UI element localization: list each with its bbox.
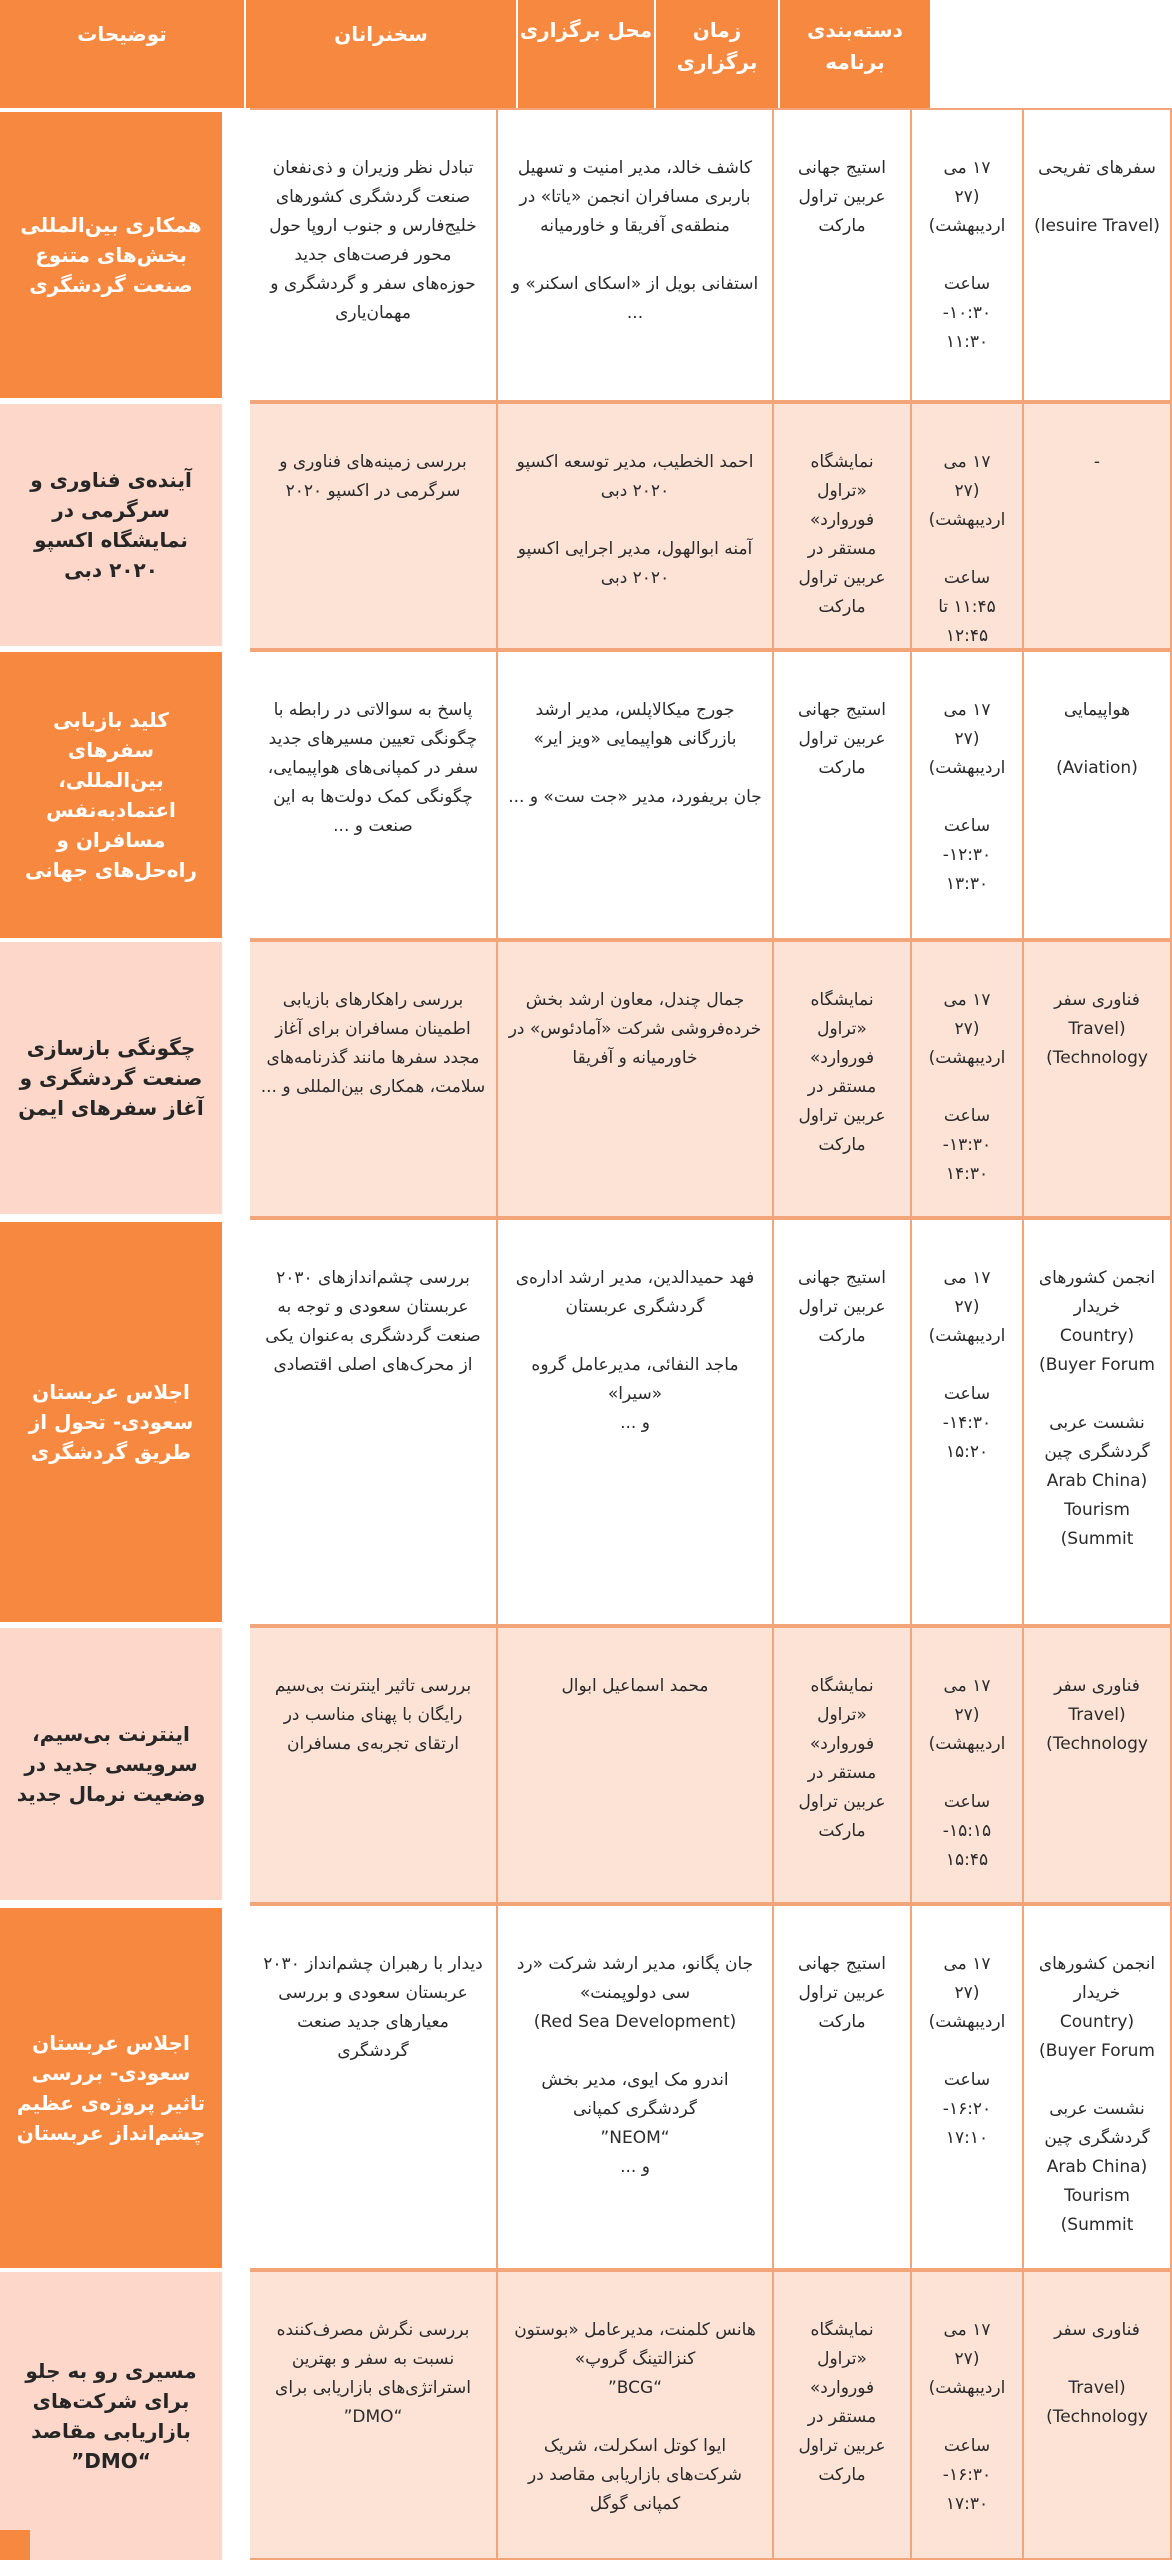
speakers-cell: محمد اسماعیل ابوال [496,1628,772,1902]
session-title: اجلاس عربستان سعودی- بررسی تاثیر پروژه‌ی عظیم چشم‌انداز عربستان [0,1908,222,2268]
category-cell: فناوری سفر (Travel Technology) [1022,2272,1172,2558]
speakers-cell: هانس کلمنت، مدیرعامل «بوستون کنزالتینگ گروپ» “BCG” ایوا کوتل اسکرلت، شریک شرکت‌های بازاریابی مقاصد در کمپانی گوگل [496,2272,772,2558]
session-row [250,1218,1172,1626]
time-cell: ۱۷ می (۲۷ اردیبهشت) ساعت ۱۶:۳۰- ۱۷:۳۰ [910,2272,1022,2558]
corner-accent [0,2530,30,2560]
time-cell: ۱۷ می (۲۷ اردیبهشت) ساعت ۱۲:۳۰- ۱۳:۳۰ [910,652,1022,938]
category-cell: هواپیمایی (Aviation) [1022,652,1172,938]
description-cell: بررسی تاثیر اینترنت بی‌سیم رایگان با پهنای مناسب در ارتقای تجربه‌ی مسافران [274,1676,472,1754]
session-row [250,940,1172,1218]
header-speakers: سخنرانان [244,0,516,108]
session-title: آینده‌ی فناوری و سرگرمی در نمایشگاه اکسپو ۲۰۲۰ دبی [0,404,222,646]
header-time: زمان برگزاری [654,0,778,108]
time-cell: ۱۷ می (۲۷ اردیبهشت) ساعت ۱۴:۳۰- ۱۵:۲۰ [910,1220,1022,1624]
session-row [250,650,1172,940]
session-title: اجلاس عربستان سعودی- تحول از طریق گردشگری [0,1222,222,1622]
venue-cell: نمایشگاه «تراول فوروارد» مستقر در عربین تراول مارکت [772,2272,910,2558]
speakers-cell: جمال چندل، معاون ارشد بخش خرده‌فروشی شرکت «آمادئوس» در خاورمیانه و آفریقا [496,942,772,1216]
category-cell: انجمن کشورهای خریدار (Country Buyer Forum) نشست عربی گردشگری چین (Arab China Tourism Summit) [1022,1906,1172,2268]
time-cell: ۱۷ می (۲۷ اردیبهشت) ساعت ۱۵:۱۵- ۱۵:۴۵ [910,1628,1022,1902]
venue-cell: استیج جهانی عربین تراول مارکت [772,1220,910,1624]
venue-cell: نمایشگاه «تراول فوروارد» مستقر در عربین تراول مارکت [772,942,910,1216]
speakers-cell: کاشف خالد، مدیر امنیت و تسهیل باربری مسافران انجمن «یاتا» در منطقه‌ی آفریقا و خاورمیانه استفانی بویل از «اسکای اسکنر» و ... [496,110,772,400]
time-cell: ۱۷ می (۲۷ اردیبهشت) ساعت ۱۶:۲۰- ۱۷:۱۰ [910,1906,1022,2268]
session-title: مسیری رو به جلو برای شرکت‌های بازاریابی مقاصد “DMO” [0,2272,222,2560]
description-cell: دیدار با رهبران چشم‌انداز ۲۰۳۰ عربستان سعودی و بررسی معیارهای جدید صنعت گردشگری [263,1954,483,2061]
description-cell: پاسخ به سوالاتی در رابطه با چگونگی تعیین مسیرهای جدید سفر در کمپانی‌های هواپیمایی، چگونگی کمک دولت‌ها به این صنعت و ... [267,700,479,836]
session-title: چگونگی بازسازی صنعت گردشگری و آغاز سفرهای ایمن [0,942,222,1214]
header-descriptions: توضیحات [0,0,244,108]
description-cell: بررسی راهکارهای بازیابی اطمینان مسافران برای آغاز مجدد سفرها مانند گذرنامه‌های سلامت، همکاری بین‌المللی و ... [260,990,486,1097]
session-row [250,1626,1172,1904]
session-row [250,402,1172,650]
venue-cell: استیج جهانی عربین تراول مارکت [772,652,910,938]
time-cell: ۱۷ می (۲۷ اردیبهشت) ساعت ۱۰:۳۰- ۱۱:۳۰ [910,110,1022,400]
session-row [250,108,1172,402]
description-cell: بررسی نگرش مصرف‌کننده نسبت به سفر و بهترین استراتژی‌های بازاریابی برای “DMO” [275,2320,471,2427]
category-cell: فناوری سفر (Travel Technology) [1022,942,1172,1216]
header-category: دسته‌بندی برنامه [778,0,930,108]
venue-cell: نمایشگاه «تراول فوروارد» مستقر در عربین تراول مارکت [772,404,910,648]
time-cell: ۱۷ می (۲۷ اردیبهشت) ساعت ۱۱:۴۵ تا ۱۲:۴۵ [910,404,1022,648]
description-cell: بررسی چشم‌اندازهای ۲۰۳۰ عربستان سعودی و توجه به صنعت گردشگری به‌عنوان یکی از محرک‌های اصلی اقتصادی [265,1268,481,1375]
venue-cell: نمایشگاه «تراول فوروارد» مستقر در عربین تراول مارکت [772,1628,910,1902]
session-title: همکاری بین‌المللی بخش‌های متنوع صنعت گردشگری [0,112,222,398]
speakers-cell: فهد حمیدالدین، مدیر ارشد اداره‌ی گردشگری عربستان ماجد النفائی، مدیرعامل گروه «سیرا» و ... [496,1220,772,1624]
session-title: کلید بازیابی سفرهای بین‌المللی، اعتمادبه‌نفس مسافران و راه‌حل‌های جهانی [0,652,222,938]
venue-cell: استیج جهانی عربین تراول مارکت [772,1906,910,2268]
description-cell: بررسی زمینه‌های فناوری و سرگرمی در اکسپو ۲۰۲۰ [279,452,467,501]
speakers-cell: احمد الخطیب، مدیر توسعه اکسپو ۲۰۲۰ دبی آمنه ابوالهول، مدیر اجرایی اکسپو ۲۰۲۰ دبی [496,404,772,648]
header-venue: محل برگزاری [516,0,654,108]
category-cell: انجمن کشورهای خریدار (Country Buyer Forum) نشست عربی گردشگری چین (Arab China Tourism Summit) [1022,1220,1172,1624]
description-cell: تبادل نظر وزیران و ذی‌نفعان صنعت گردشگری کشورهای خلیج‌فارس و جنوب اروپا حول محور فرصت‌های جدید حوزه‌های سفر و گردشگری و مهمان‌یاری [269,158,477,323]
session-row [250,2270,1172,2560]
time-cell: ۱۷ می (۲۷ اردیبهشت) ساعت ۱۳:۳۰- ۱۴:۳۰ [910,942,1022,1216]
category-cell: فناوری سفر (Travel Technology) [1022,1628,1172,1902]
session-title: اینترنت بی‌سیم، سرویسی جدید در وضعیت نرمال جدید [0,1628,222,1900]
venue-cell: استیج جهانی عربین تراول مارکت [772,110,910,400]
category-cell: - [1022,404,1172,648]
session-row [250,1904,1172,2270]
category-cell: سفرهای تفریحی (lesuire Travel) [1022,110,1172,400]
speakers-cell: جورج میکالاپلس، مدیر ارشد بازرگانی هواپیمایی «ویز ایر» جان بریفورد، مدیر «جت ست» و ... [496,652,772,938]
speakers-cell: جان پگانو، مدیر ارشد شرکت «رد سی دولوپمنت» (Red Sea Development) اندرو مک ایوی، مدیر بخش گردشگری کمپانی “NEOM” و ... [496,1906,772,2268]
